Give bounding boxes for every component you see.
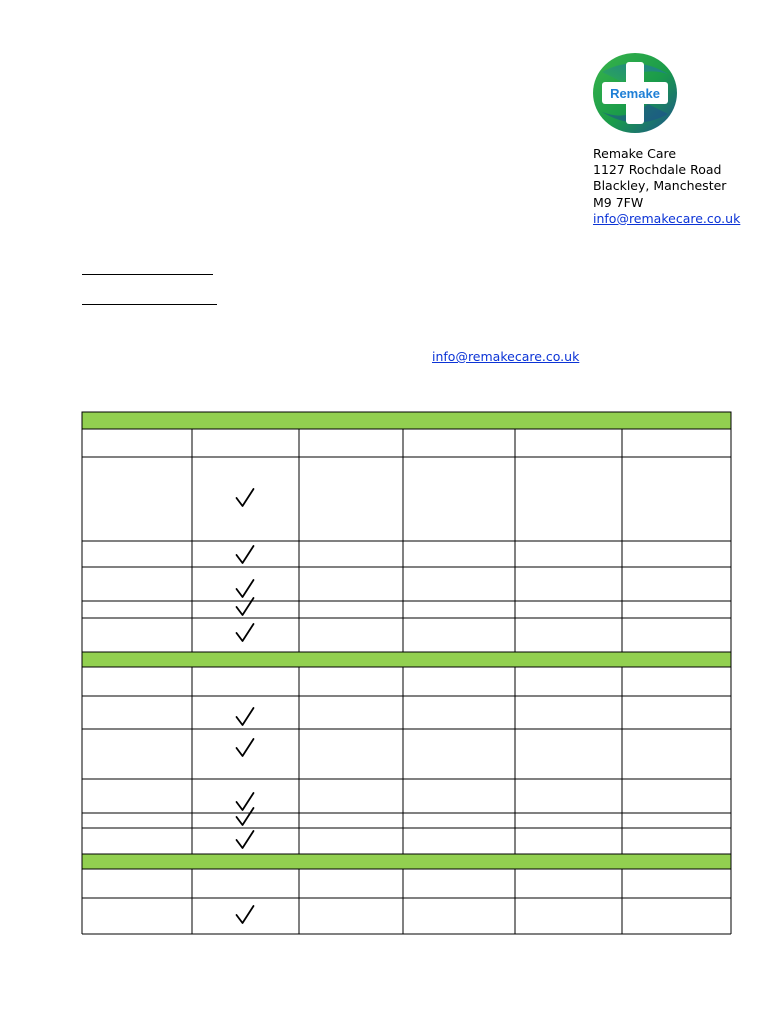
logo-text: Remake [610, 86, 660, 101]
check-mark-icon [237, 831, 254, 848]
address-email-link[interactable]: info@remakecare.co.uk [593, 210, 741, 226]
check-mark-icon [237, 546, 254, 563]
section-header-band [82, 412, 731, 429]
address-line-2: Blackley, Manchester [593, 178, 727, 194]
check-mark-icon [237, 580, 254, 597]
check-mark-icon [237, 739, 254, 756]
section-header-band [82, 652, 731, 667]
address-line-1: 1127 Rochdale Road [593, 162, 722, 178]
address-postcode: M9 7FW [593, 194, 644, 210]
check-mark-icon [237, 793, 254, 810]
check-mark-icon [237, 489, 254, 506]
check-mark-icon [237, 808, 254, 825]
check-mark-icon [237, 906, 254, 923]
check-mark-icon [237, 708, 254, 725]
section-header-band [82, 854, 731, 869]
body-email-link[interactable]: info@remakecare.co.uk [432, 349, 580, 364]
company-name: Remake Care [593, 146, 677, 161]
check-mark-icon [237, 624, 254, 641]
